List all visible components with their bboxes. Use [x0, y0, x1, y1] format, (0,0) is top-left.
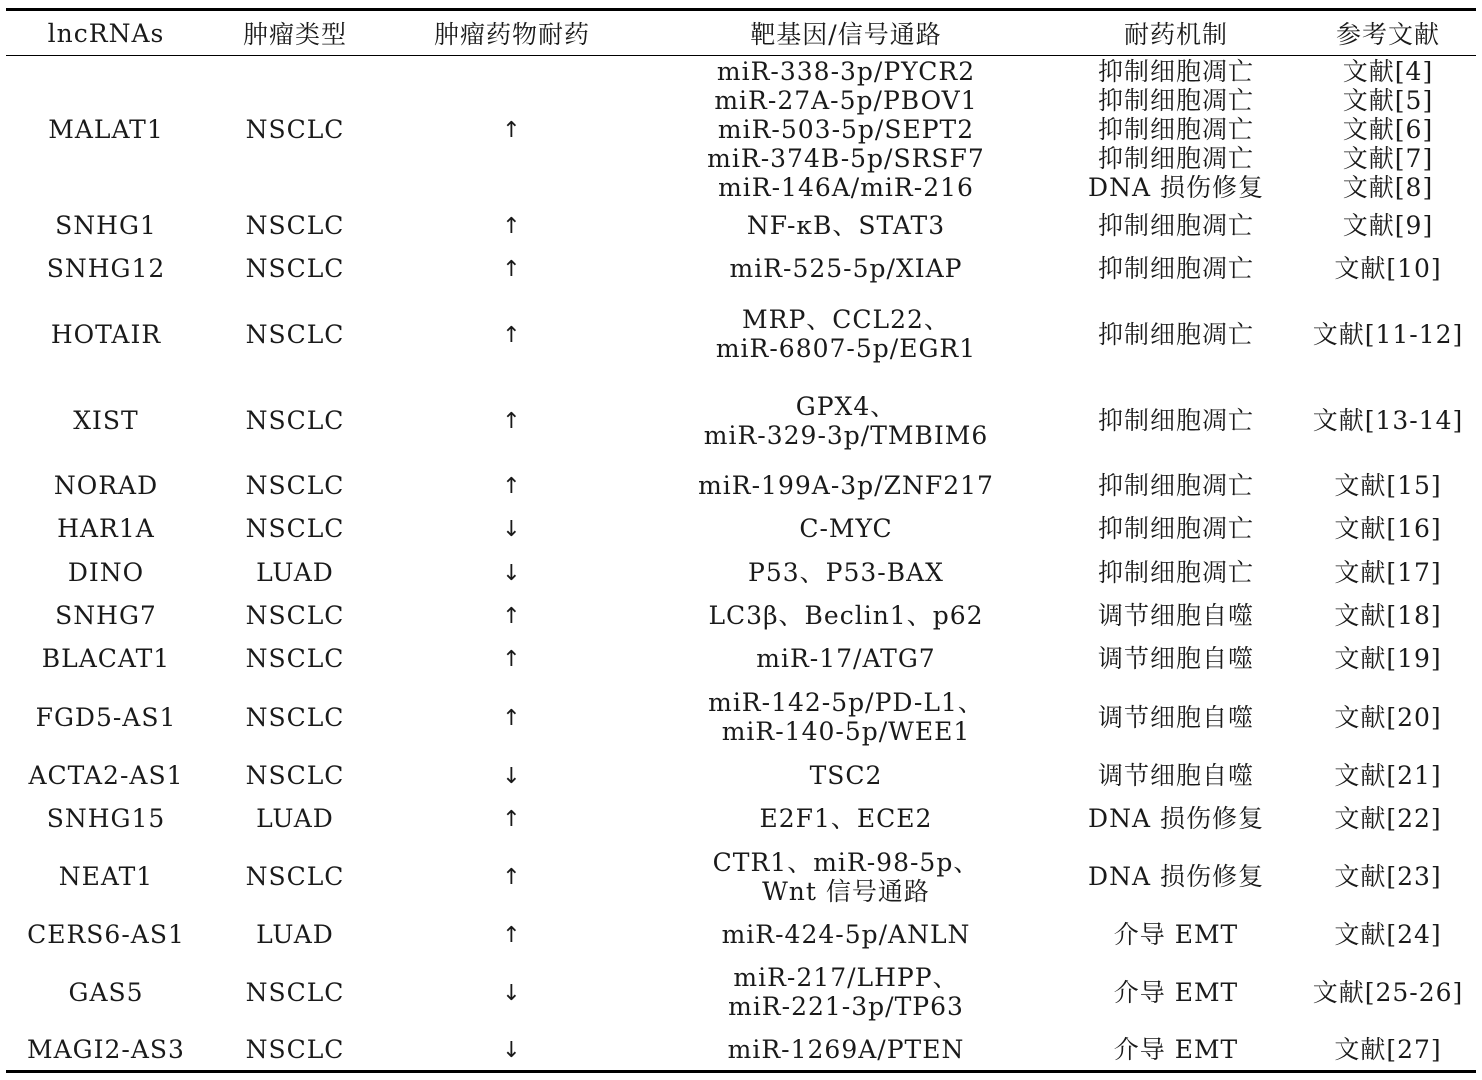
lncrna-cell-text: XIST	[73, 406, 139, 435]
lncrna-cell	[6, 551, 206, 594]
tumor-type-cell	[206, 291, 384, 378]
target-genes-cell	[640, 551, 1052, 594]
resistance-arrow-cell	[384, 507, 640, 551]
lncrna-cell	[6, 913, 206, 956]
target-genes-cell	[640, 681, 1052, 754]
target-genes-cell	[640, 797, 1052, 841]
lncrna-cell-text: SNHG15	[46, 804, 166, 833]
table-row	[6, 754, 1476, 797]
reference-cell	[1300, 551, 1476, 594]
target-genes-cell	[640, 1029, 1052, 1072]
lncrna-cell-text: MALAT1	[48, 115, 164, 145]
reference-cell	[1300, 681, 1476, 754]
target-genes-cell-line: miR-424-5p/ANLN	[721, 919, 971, 949]
target-genes-cell-line: miR-199A-3p/ZNF217	[698, 470, 994, 500]
mechanism-cell	[1052, 56, 1300, 204]
lncrna-cell-text: GAS5	[68, 977, 144, 1007]
table-row	[6, 507, 1476, 551]
tumor-type-cell	[206, 56, 384, 204]
mechanism-cell-line: 介导 EMT	[1113, 1034, 1239, 1064]
target-genes-cell-line: TSC2	[809, 760, 883, 790]
mechanism-cell-line: 抑制细胞凋亡	[1097, 470, 1254, 500]
target-genes-cell-line: miR-140-5p/WEE1	[721, 717, 971, 746]
lncrna-cell-text: NORAD	[53, 470, 159, 500]
lncrna-cell	[6, 1029, 206, 1072]
tumor-type-cell	[206, 378, 384, 464]
resistance-arrow-cell	[384, 247, 640, 291]
resistance-arrow-cell	[384, 956, 640, 1029]
target-genes-cell-line: P53、P53-BAX	[748, 557, 944, 587]
lncrna-cell-text: ACTA2-AS1	[28, 760, 184, 790]
reference-cell-line: 文献[24]	[1334, 919, 1442, 949]
table-body	[6, 56, 1476, 1072]
resistance-arrow-cell-text: ↑	[502, 213, 522, 239]
resistance-arrow-cell-text: ↑	[502, 865, 522, 890]
mechanism-cell-line: 抑制细胞凋亡	[1097, 86, 1254, 116]
resistance-arrow-cell-text: ↓	[502, 517, 522, 542]
header-drug-resistance: 肿瘤药物耐药	[384, 10, 640, 56]
resistance-arrow-cell-text: ↑	[502, 409, 522, 434]
resistance-arrow-cell	[384, 594, 640, 637]
resistance-arrow-cell	[384, 754, 640, 797]
reference-cell-line: 文献[25-26]	[1312, 977, 1464, 1007]
reference-cell-line: 文献[22]	[1334, 804, 1442, 833]
mechanism-cell-line: 介导 EMT	[1113, 919, 1239, 949]
tumor-type-cell	[206, 204, 384, 247]
mechanism-cell	[1052, 797, 1300, 841]
resistance-arrow-cell	[384, 797, 640, 841]
tumor-type-cell	[206, 797, 384, 841]
reference-cell	[1300, 797, 1476, 841]
mechanism-cell-line: DNA 损伤修复	[1088, 862, 1264, 891]
resistance-arrow-cell-text: ↓	[502, 1037, 522, 1063]
reference-cell	[1300, 913, 1476, 956]
target-genes-cell-line: E2F1、ECE2	[759, 804, 933, 833]
resistance-arrow-cell-text: ↓	[502, 763, 522, 789]
target-genes-cell	[640, 594, 1052, 637]
tumor-type-cell-text: NSCLC	[245, 115, 345, 145]
resistance-arrow-cell	[384, 291, 640, 378]
target-genes-cell-line: Wnt 信号通路	[762, 876, 930, 906]
reference-cell	[1300, 1029, 1476, 1072]
header-mechanism: 耐药机制	[1052, 10, 1300, 56]
table-row	[6, 378, 1476, 464]
target-genes-cell	[640, 56, 1052, 204]
resistance-arrow-cell	[384, 637, 640, 681]
header-references: 参考文献	[1300, 10, 1476, 56]
lncrna-cell-text: SNHG12	[46, 254, 166, 283]
target-genes-cell-line: MRP、CCL22、	[742, 305, 950, 334]
reference-cell-line: 文献[11-12]	[1312, 319, 1464, 349]
lncrna-cell	[6, 56, 206, 204]
mechanism-cell-line: 抑制细胞凋亡	[1097, 557, 1254, 587]
reference-cell-line: 文献[18]	[1334, 600, 1442, 630]
resistance-arrow-cell	[384, 841, 640, 913]
mechanism-cell	[1052, 464, 1300, 507]
lncrna-cell-text: HOTAIR	[50, 319, 162, 349]
mechanism-cell-line: 抑制细胞凋亡	[1097, 115, 1254, 145]
mechanism-cell	[1052, 247, 1300, 291]
table-row	[6, 594, 1476, 637]
table-row	[6, 56, 1476, 204]
table-row	[6, 956, 1476, 1029]
tumor-type-cell	[206, 247, 384, 291]
reference-cell	[1300, 291, 1476, 378]
target-genes-cell	[640, 637, 1052, 681]
target-genes-cell	[640, 247, 1052, 291]
tumor-type-cell	[206, 551, 384, 594]
table-row	[6, 247, 1476, 291]
lncrna-cell-text: SNHG7	[55, 600, 157, 630]
mechanism-cell	[1052, 594, 1300, 637]
mechanism-cell-line: 调节细胞自噬	[1097, 760, 1254, 790]
lncrna-cell	[6, 797, 206, 841]
resistance-arrow-cell-text: ↑	[502, 603, 522, 629]
target-genes-cell	[640, 956, 1052, 1029]
resistance-arrow-cell	[384, 681, 640, 754]
header-tumor-type: 肿瘤类型	[206, 10, 384, 56]
reference-cell	[1300, 204, 1476, 247]
tumor-type-cell	[206, 464, 384, 507]
lncrna-cell-text: NEAT1	[58, 862, 154, 891]
reference-cell-line: 文献[27]	[1334, 1034, 1442, 1064]
mechanism-cell-line: 抑制细胞凋亡	[1097, 514, 1254, 543]
tumor-type-cell	[206, 594, 384, 637]
mechanism-cell-line: 抑制细胞凋亡	[1097, 406, 1254, 435]
tumor-type-cell-text: NSCLC	[245, 254, 345, 283]
lncrna-cell	[6, 681, 206, 754]
mechanism-cell	[1052, 681, 1300, 754]
mechanism-cell-line: 抑制细胞凋亡	[1097, 57, 1254, 87]
mechanism-cell-line: 调节细胞自噬	[1097, 644, 1254, 673]
tumor-type-cell-text: NSCLC	[245, 319, 345, 349]
mechanism-cell	[1052, 204, 1300, 247]
table-row	[6, 913, 1476, 956]
resistance-arrow-cell	[384, 551, 640, 594]
reference-cell	[1300, 56, 1476, 204]
resistance-arrow-cell	[384, 464, 640, 507]
mechanism-cell-line: DNA 损伤修复	[1088, 804, 1264, 833]
lncrna-cell	[6, 637, 206, 681]
tumor-type-cell-text: LUAD	[256, 804, 334, 833]
mechanism-cell	[1052, 841, 1300, 913]
reference-cell-line: 文献[10]	[1334, 254, 1442, 283]
lncrna-cell-text: MAGI2-AS3	[27, 1034, 185, 1064]
tumor-type-cell-text: NSCLC	[245, 600, 345, 630]
mechanism-cell-line: 抑制细胞凋亡	[1097, 319, 1254, 349]
lncrna-cell	[6, 378, 206, 464]
lncrna-cell	[6, 507, 206, 551]
table-row	[6, 841, 1476, 913]
lncrna-cell	[6, 841, 206, 913]
target-genes-cell-line: GPX4、	[795, 391, 897, 421]
target-genes-cell	[640, 378, 1052, 464]
target-genes-cell-line: CTR1、miR-98-5p、	[712, 847, 980, 877]
lncrna-cell	[6, 247, 206, 291]
tumor-type-cell	[206, 637, 384, 681]
target-genes-cell-line: NF-κB、STAT3	[746, 210, 946, 240]
resistance-arrow-cell-text: ↑	[502, 257, 522, 282]
resistance-arrow-cell-text: ↑	[502, 807, 522, 832]
reference-cell-line: 文献[4]	[1342, 57, 1434, 87]
tumor-type-cell-text: NSCLC	[245, 514, 345, 543]
lncrna-cell-text: CERS6-AS1	[27, 919, 185, 949]
tumor-type-cell	[206, 913, 384, 956]
tumor-type-cell	[206, 754, 384, 797]
mechanism-cell-line: 抑制细胞凋亡	[1097, 144, 1254, 174]
reference-cell-line: 文献[20]	[1334, 702, 1442, 732]
target-genes-cell-line: miR-6807-5p/EGR1	[715, 334, 977, 363]
reference-cell	[1300, 637, 1476, 681]
reference-cell	[1300, 464, 1476, 507]
resistance-arrow-cell-text: ↑	[502, 322, 522, 348]
resistance-arrow-cell	[384, 913, 640, 956]
mechanism-cell	[1052, 754, 1300, 797]
resistance-arrow-cell-text: ↓	[502, 560, 522, 586]
reference-cell	[1300, 378, 1476, 464]
target-genes-cell-line: miR-338-3p/PYCR2	[716, 57, 976, 87]
reference-cell-line: 文献[9]	[1342, 210, 1434, 240]
reference-cell-line: 文献[16]	[1334, 514, 1442, 543]
reference-cell-line: 文献[6]	[1342, 115, 1434, 145]
reference-cell-line: 文献[21]	[1334, 760, 1442, 790]
reference-cell	[1300, 594, 1476, 637]
lncrna-cell	[6, 464, 206, 507]
tumor-type-cell	[206, 1029, 384, 1072]
lncrna-resistance-table	[6, 8, 1476, 1073]
reference-cell	[1300, 754, 1476, 797]
tumor-type-cell-text: NSCLC	[245, 210, 345, 240]
target-genes-cell-line: miR-146A/miR-216	[718, 173, 974, 203]
table-row	[6, 291, 1476, 378]
mechanism-cell	[1052, 507, 1300, 551]
resistance-arrow-cell-text: ↑	[502, 647, 522, 672]
table-row	[6, 1029, 1476, 1072]
table-row	[6, 204, 1476, 247]
mechanism-cell	[1052, 637, 1300, 681]
table-row	[6, 464, 1476, 507]
target-genes-cell	[640, 204, 1052, 247]
lncrna-cell-text: HAR1A	[57, 514, 155, 543]
target-genes-cell-line: miR-17/ATG7	[756, 644, 936, 673]
tumor-type-cell	[206, 507, 384, 551]
mechanism-cell	[1052, 913, 1300, 956]
table-row	[6, 681, 1476, 754]
target-genes-cell-line: miR-1269A/PTEN	[727, 1034, 965, 1064]
resistance-arrow-cell-text: ↑	[502, 118, 522, 144]
target-genes-cell	[640, 913, 1052, 956]
lncrna-cell	[6, 204, 206, 247]
lncrna-cell-text: DINO	[67, 557, 145, 587]
reference-cell-line: 文献[5]	[1342, 86, 1434, 116]
reference-cell-line: 文献[8]	[1342, 173, 1434, 203]
mechanism-cell	[1052, 551, 1300, 594]
header-target-genes: 靶基因/信号通路	[640, 10, 1052, 56]
tumor-type-cell-text: NSCLC	[245, 406, 345, 435]
mechanism-cell	[1052, 378, 1300, 464]
resistance-arrow-cell-text: ↑	[502, 473, 522, 499]
target-genes-cell	[640, 464, 1052, 507]
mechanism-cell	[1052, 1029, 1300, 1072]
reference-cell-line: 文献[23]	[1334, 862, 1442, 891]
reference-cell	[1300, 956, 1476, 1029]
table-row	[6, 637, 1476, 681]
reference-cell-line: 文献[15]	[1334, 470, 1442, 500]
reference-cell-line: 文献[19]	[1334, 644, 1442, 673]
resistance-arrow-cell	[384, 204, 640, 247]
table-header-row	[6, 10, 1476, 56]
reference-cell	[1300, 507, 1476, 551]
table-row	[6, 551, 1476, 594]
resistance-arrow-cell	[384, 378, 640, 464]
mechanism-cell-line: 调节细胞自噬	[1097, 702, 1254, 732]
mechanism-cell	[1052, 956, 1300, 1029]
tumor-type-cell	[206, 841, 384, 913]
resistance-arrow-cell-text: ↓	[502, 980, 522, 1006]
target-genes-cell-line: miR-217/LHPP、	[733, 963, 959, 992]
reference-cell	[1300, 841, 1476, 913]
lncrna-cell	[6, 594, 206, 637]
target-genes-cell	[640, 507, 1052, 551]
lncrna-cell-text: FGD5-AS1	[35, 702, 177, 732]
tumor-type-cell-text: NSCLC	[245, 470, 345, 500]
target-genes-cell	[640, 291, 1052, 378]
mechanism-cell-line: 调节细胞自噬	[1097, 600, 1254, 630]
target-genes-cell-line: miR-374B-5p/SRSF7	[707, 144, 985, 174]
mechanism-cell-line: 介导 EMT	[1113, 977, 1239, 1007]
mechanism-cell	[1052, 291, 1300, 378]
target-genes-cell-line: miR-221-3p/TP63	[728, 992, 964, 1021]
mechanism-cell-line: 抑制细胞凋亡	[1097, 254, 1254, 283]
tumor-type-cell	[206, 681, 384, 754]
reference-cell-line: 文献[17]	[1334, 557, 1442, 587]
tumor-type-cell-text: NSCLC	[245, 1034, 345, 1064]
tumor-type-cell-text: NSCLC	[245, 702, 345, 732]
reference-cell-line: 文献[7]	[1342, 144, 1434, 174]
lncrna-cell	[6, 291, 206, 378]
mechanism-cell-line: DNA 损伤修复	[1088, 173, 1264, 203]
reference-cell-line: 文献[13-14]	[1312, 406, 1464, 435]
resistance-arrow-cell-text: ↑	[502, 922, 522, 948]
target-genes-cell	[640, 754, 1052, 797]
table-row	[6, 797, 1476, 841]
tumor-type-cell-text: NSCLC	[245, 862, 345, 891]
target-genes-cell-line: miR-525-5p/XIAP	[729, 254, 963, 283]
target-genes-cell-line: miR-27A-5p/PBOV1	[714, 86, 978, 116]
target-genes-cell-line: C-MYC	[799, 514, 893, 543]
resistance-arrow-cell-text: ↑	[502, 705, 522, 731]
tumor-type-cell	[206, 956, 384, 1029]
tumor-type-cell-text: NSCLC	[245, 760, 345, 790]
target-genes-cell-line: miR-503-5p/SEPT2	[717, 115, 975, 145]
lncrna-cell	[6, 754, 206, 797]
reference-cell	[1300, 247, 1476, 291]
lncrna-cell	[6, 956, 206, 1029]
tumor-type-cell-text: NSCLC	[245, 977, 345, 1007]
tumor-type-cell-text: LUAD	[256, 919, 334, 949]
tumor-type-cell-text: NSCLC	[245, 644, 345, 673]
header-lncrnas: lncRNAs	[6, 10, 206, 56]
target-genes-cell-line: LC3β、Beclin1、p62	[708, 600, 984, 630]
target-genes-cell-line: miR-329-3p/TMBIM6	[703, 420, 989, 450]
target-genes-cell	[640, 841, 1052, 913]
resistance-arrow-cell	[384, 1029, 640, 1072]
lncrna-cell-text: BLACAT1	[41, 644, 171, 673]
lncrna-cell-text: SNHG1	[55, 210, 157, 240]
target-genes-cell-line: miR-142-5p/PD-L1、	[708, 688, 984, 717]
tumor-type-cell-text: LUAD	[256, 557, 334, 587]
resistance-arrow-cell	[384, 56, 640, 204]
mechanism-cell-line: 抑制细胞凋亡	[1097, 210, 1254, 240]
